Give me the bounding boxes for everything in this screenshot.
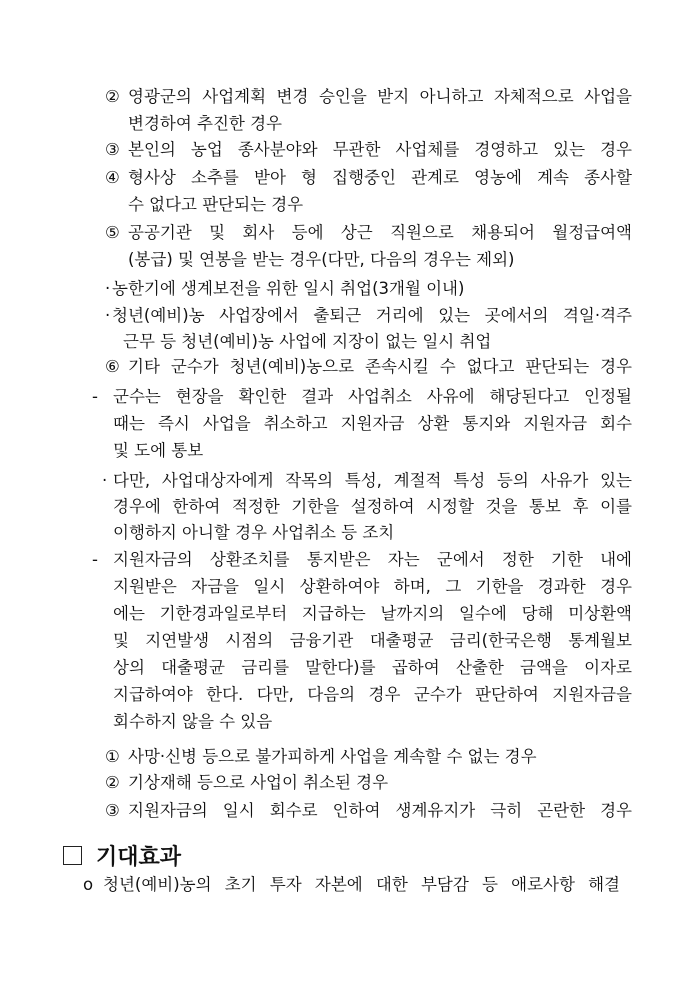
text-line: 경우에 한하여 적정한 기한을 설정하여 시정할 것을 통보 후 이를	[113, 497, 632, 516]
text-line: 상의 대출평균 금리를 말한다)를 곱하여 산출한 금액을 이자로	[113, 658, 632, 677]
list-marker: ⑤	[105, 223, 120, 242]
list-marker: ⑥	[105, 357, 120, 376]
list-marker: ③	[105, 801, 120, 820]
section-title: 기대효과	[96, 845, 182, 870]
list-marker: ·	[105, 306, 111, 325]
text-line: 다만, 사업대상자에게 작목의 특성, 계절적 특성 등의 사유가 있는	[113, 471, 632, 490]
text-line: 농한기에 생계보전을 위한 일시 취업(3개월 이내)	[112, 279, 465, 298]
list-marker: -	[92, 550, 98, 569]
list-marker: ·	[105, 279, 111, 298]
text-line: 때는 즉시 사업을 취소하고 지원자금 상환 통지와 지원자금 회수	[113, 414, 632, 433]
text-line: 지급하여야 한다. 다만, 다음의 경우 군수가 판단하여 지원자금을	[113, 685, 632, 704]
checkbox-square-icon	[63, 846, 82, 865]
text-line: 본인의 농업 종사분야와 무관한 사업체를 경영하고 있는 경우	[128, 140, 632, 159]
text-line: 지원받은 자금을 일시 상환하여야 하며, 그 기한을 경과한 경우	[113, 577, 632, 596]
list-marker: ①	[105, 747, 120, 766]
text-line: 기상재해 등으로 사업이 취소된 경우	[128, 773, 389, 792]
list-marker: ②	[105, 773, 120, 792]
list-marker: ③	[105, 140, 120, 159]
text-line: 군수는 현장을 확인한 결과 사업취소 사유에 해당된다고 인정될	[113, 387, 632, 406]
text-line: 및 지연발생 시점의 금융기관 대출평균 금리(한국은행 통계월보	[113, 631, 632, 650]
text-line: 영광군의 사업계획 변경 승인을 받지 아니하고 자체적으로 사업을	[128, 87, 632, 106]
text-line: 근무 등 청년(예비)농 사업에 지장이 없는 일시 취업	[123, 332, 492, 351]
list-marker: -	[92, 387, 98, 406]
text-line: 청년(예비)농 사업장에서 출퇴근 거리에 있는 곳에서의 격일·격주	[112, 306, 632, 325]
text-line: 형사상 소추를 받아 형 집행중인 관계로 영농에 계속 종사할	[128, 168, 632, 187]
text-line: 지원자금의 상환조치를 통지받은 자는 군에서 정한 기한 내에	[113, 550, 632, 569]
text-line: (봉급) 및 연봉을 받는 경우(다만, 다음의 경우는 제외)	[128, 250, 515, 269]
text-line: 에는 기한경과일로부터 지급하는 날까지의 일수에 당해 미상환액	[113, 604, 632, 623]
section-item: 청년(예비)농의 초기 투자 자본에 대한 부담감 등 애로사항 해결	[103, 875, 620, 894]
text-line: 지원자금의 일시 회수로 인하여 생계유지가 극히 곤란한 경우	[128, 801, 632, 820]
list-marker: ④	[105, 168, 120, 187]
text-line: 수 없다고 판단되는 경우	[128, 195, 304, 214]
text-line: 회수하지 않을 수 있음	[113, 712, 273, 731]
text-line: 및 도에 통보	[113, 441, 204, 460]
section-heading	[63, 844, 181, 872]
text-line: 사망·신병 등으로 불가피하게 사업을 계속할 수 없는 경우	[128, 747, 537, 766]
text-line: 기타 군수가 청년(예비)농으로 존속시킬 수 없다고 판단되는 경우	[128, 357, 632, 376]
list-marker: ②	[105, 87, 120, 106]
circle-bullet-icon: o	[83, 875, 94, 894]
list-marker: ·	[102, 471, 108, 490]
text-line: 변경하여 추진한 경우	[128, 114, 282, 133]
text-line: 이행하지 아니할 경우 사업취소 등 조치	[113, 523, 395, 542]
text-line: 공공기관 및 회사 등에 상근 직원으로 채용되어 월정급여액	[128, 223, 632, 242]
